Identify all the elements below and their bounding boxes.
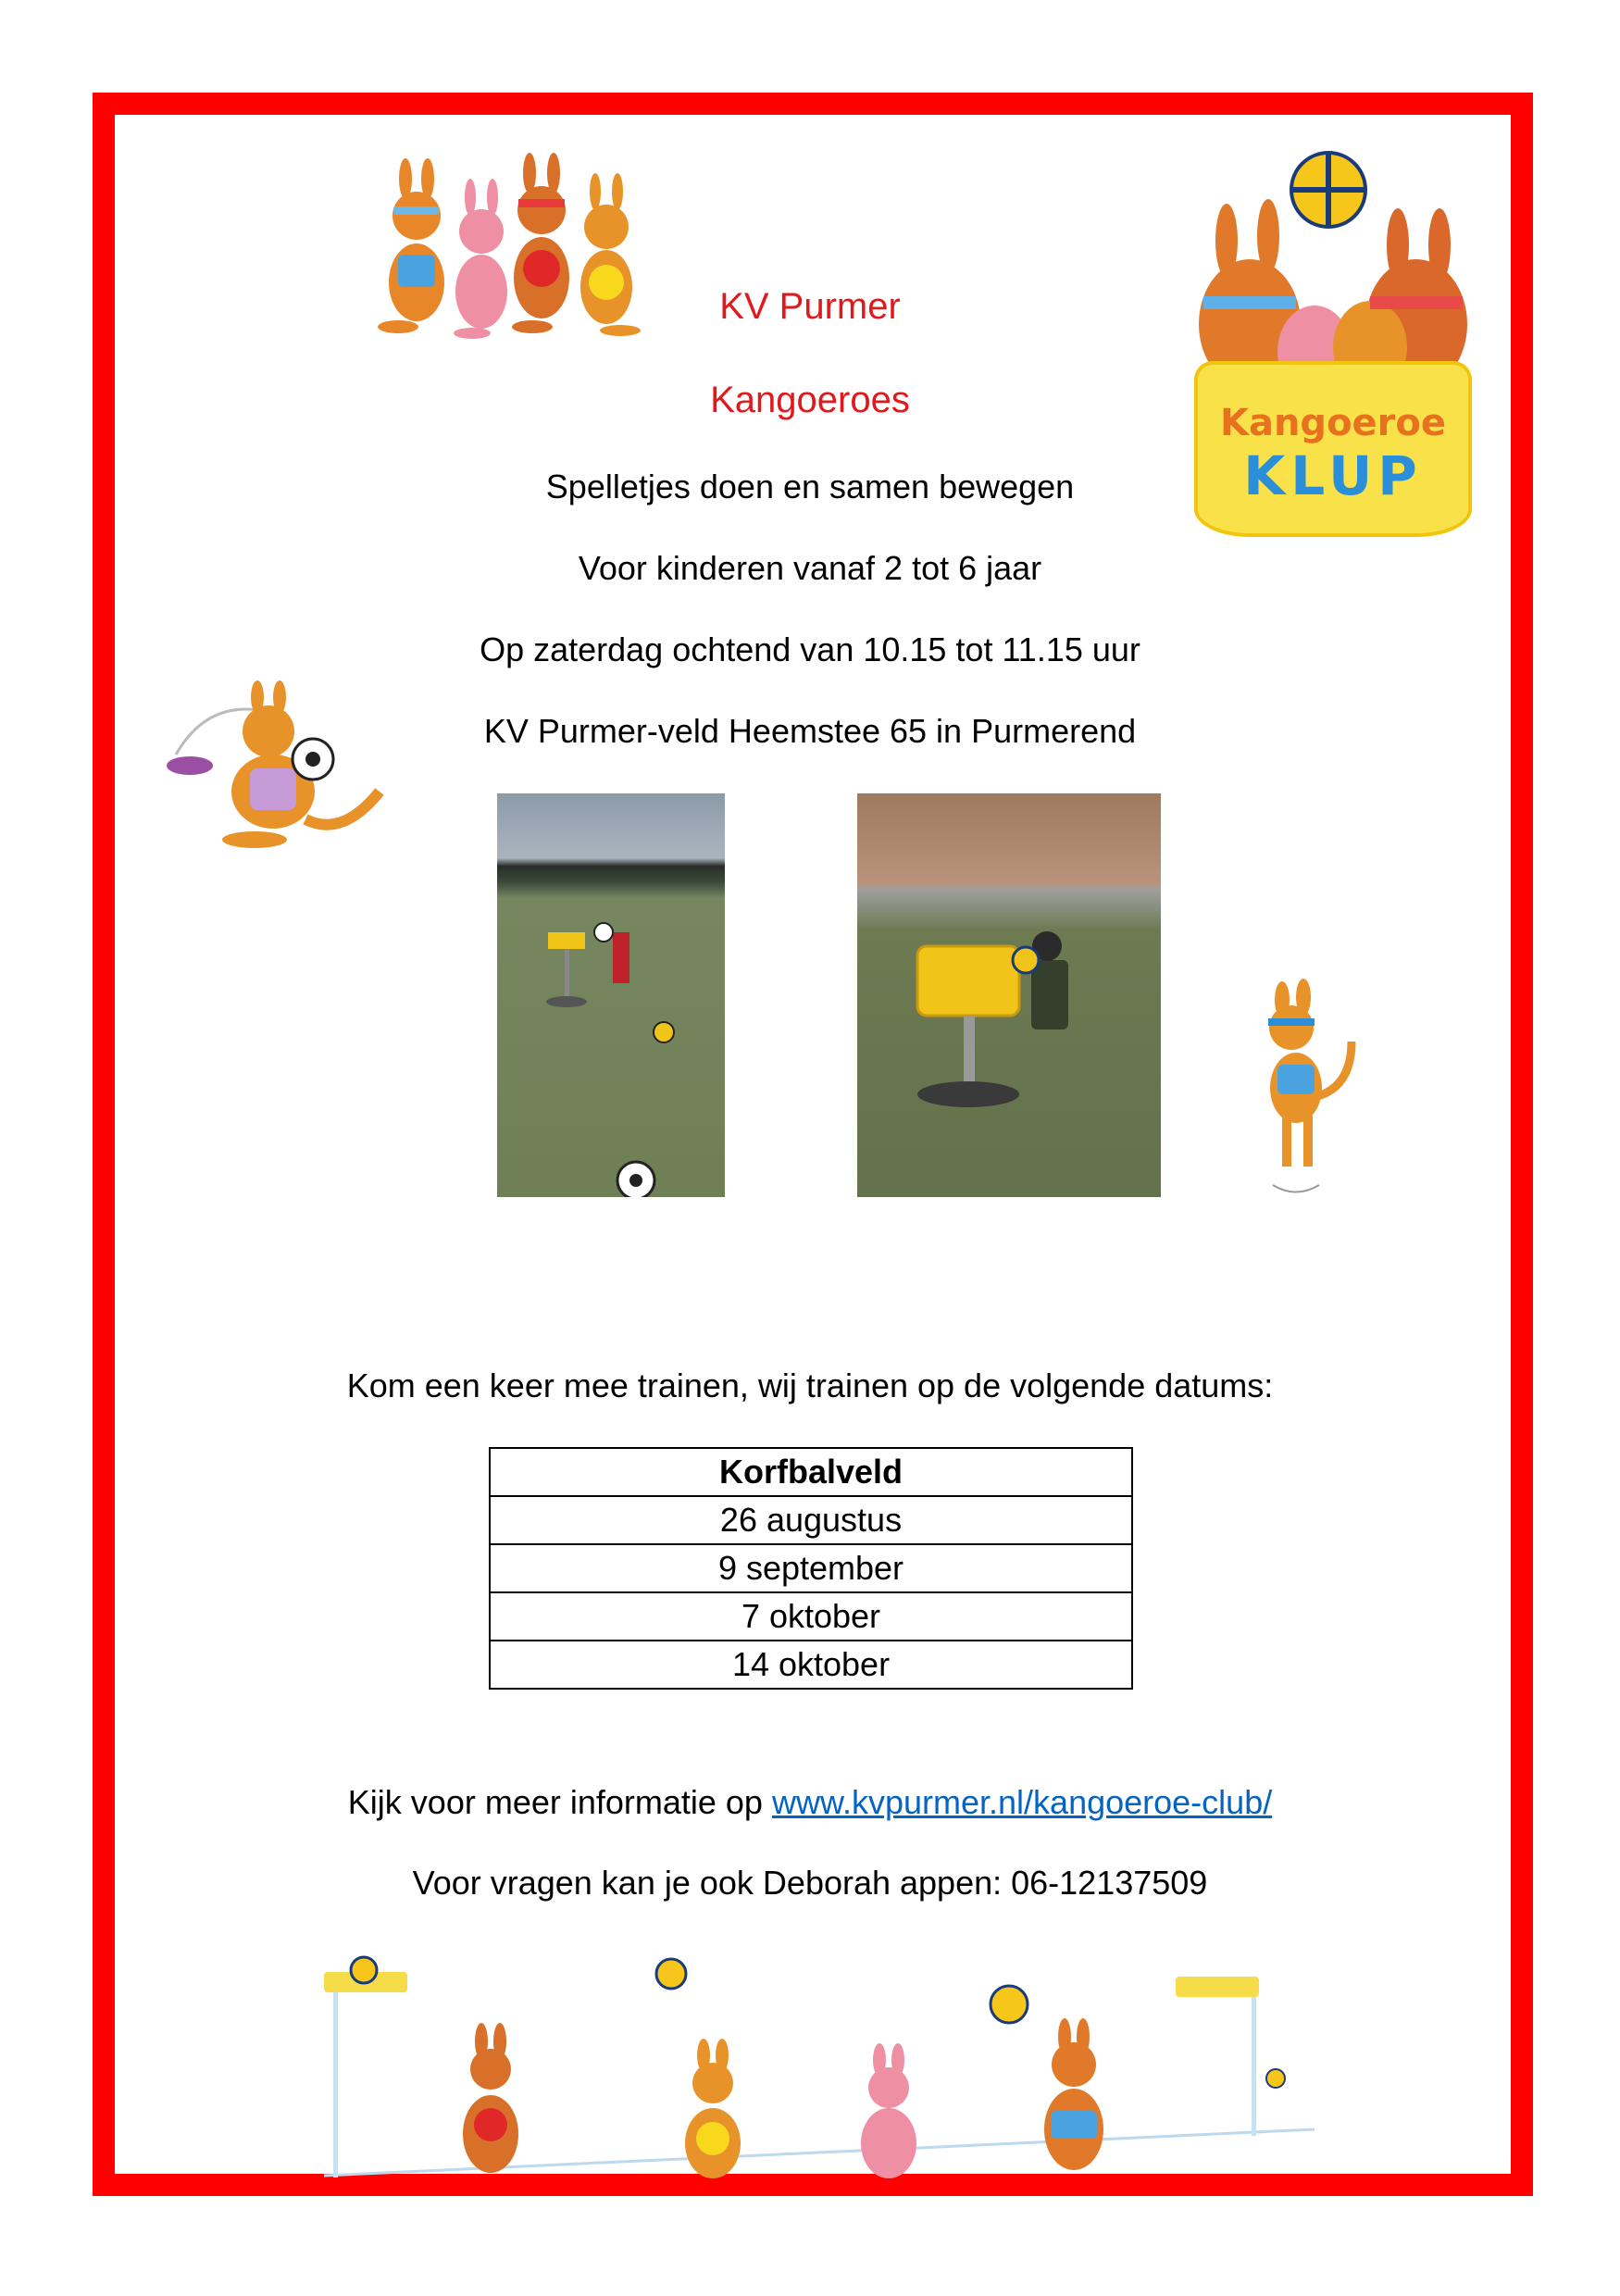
bottom-kangaroo-yellow: [685, 2039, 741, 2178]
table-cell-date: 7 oktober: [490, 1592, 1132, 1641]
bottom-kangaroo-field-illustration: [305, 1953, 1315, 2185]
table-cell-date: 26 augustus: [490, 1496, 1132, 1544]
bottom-kangaroo-blue: [1044, 2018, 1103, 2170]
bottom-kangaroo-red: [463, 2023, 518, 2173]
table-header-korfbalveld: Korfbalveld: [490, 1448, 1132, 1496]
info-line-location: KV Purmer-veld Heemstee 65 in Purmerend: [483, 712, 1137, 750]
table-header-row: [490, 1448, 1132, 1496]
table-row: [490, 1496, 1132, 1544]
table-row: [490, 1641, 1132, 1689]
title-kv-purmer: KV Purmer: [719, 286, 901, 327]
table-cell-date: 9 september: [490, 1544, 1132, 1592]
invite-text: Kom een keer mee trainen, wij trainen op de volgende datums:: [346, 1366, 1274, 1404]
bottom-kangaroo-pink: [861, 2043, 916, 2178]
contact-question-line: Voor vragen kan je ook Deborah appen: 06-12137509: [412, 1864, 1208, 1902]
more-info-line: [0, 1782, 1620, 1823]
table-row: [490, 1544, 1132, 1592]
more-info-prefix: Kijk voor meer informatie op: [347, 1783, 772, 1821]
photo-2-content: [857, 793, 1161, 1197]
info-line-ages: Voor kinderen vanaf 2 tot 6 jaar: [578, 549, 1042, 587]
kangoeroe-club-link[interactable]: www.kvpurmer.nl/kangoeroe-club/: [771, 1783, 1273, 1821]
photo-1-content: [497, 793, 725, 1197]
logo-text-kangoeroe: Kangoeroe: [1219, 402, 1447, 444]
photo-child-korfball-field: [497, 793, 725, 1197]
info-line-time: Op zaterdag ochtend van 10.15 tot 11.15 uur: [480, 630, 1140, 668]
title-kangoeroes: Kangoeroes: [710, 380, 910, 420]
training-dates-table: [489, 1447, 1133, 1690]
photo-child-holding-ball: [857, 793, 1161, 1197]
table-cell-date: 14 oktober: [490, 1641, 1132, 1689]
logo-text-klup: KLUP: [1243, 444, 1423, 507]
kangaroo-with-ball-illustration: [157, 680, 389, 856]
kangaroo-jumping-illustration: [1231, 977, 1361, 1199]
info-line-activities: Spelletjes doen en samen bewegen: [545, 468, 1075, 505]
table-row: [490, 1592, 1132, 1641]
